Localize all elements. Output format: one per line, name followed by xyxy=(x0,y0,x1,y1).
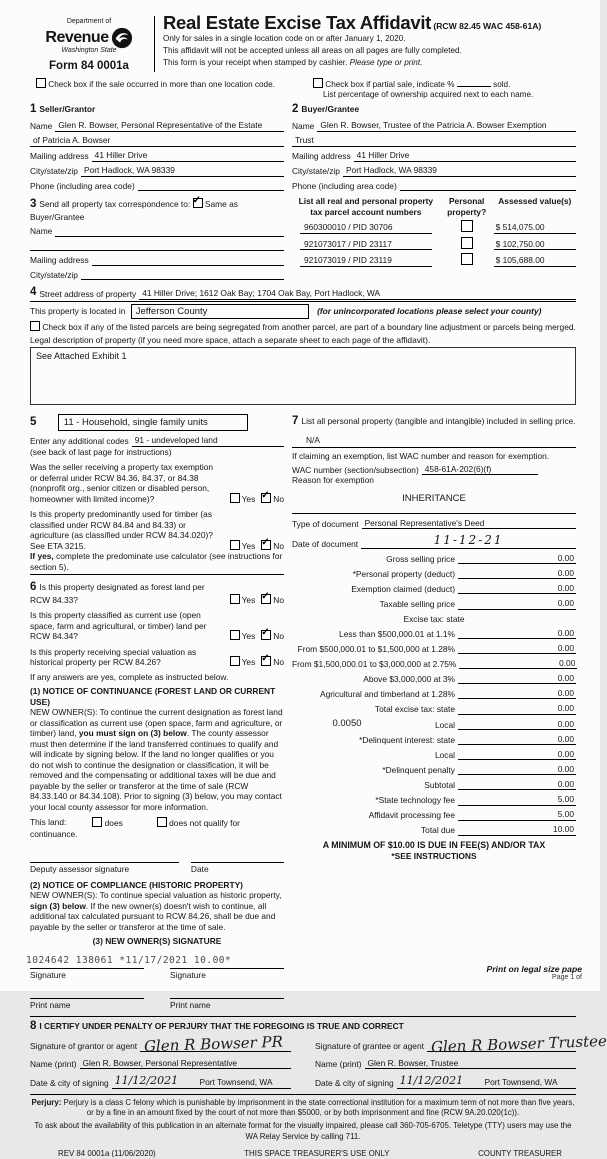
wac-number-field[interactable]: 458-61A-202(6)(f) xyxy=(422,464,538,476)
this-land-row: This land: does does not qualify for xyxy=(30,817,240,829)
grantor-city-field[interactable]: Port Townsend, WA xyxy=(181,1077,291,1089)
grantee-signature-label: Signature of grantee or agent xyxy=(315,1041,424,1051)
logo-state: Washington State xyxy=(61,46,117,54)
money-label: *Delinquent penalty xyxy=(382,764,455,775)
treasurer-space-label: THIS SPACE TREASURER'S USE ONLY xyxy=(244,1148,390,1158)
personal-property-checkbox[interactable] xyxy=(461,237,473,249)
rcw-reference: (RCW 82.45 WAC 458-61A) xyxy=(433,21,542,31)
form-header xyxy=(30,12,576,73)
wac-number-label: WAC number (section/subsection) xyxy=(292,464,419,475)
reet-affidavit-form: Department of Revenue Washington State Form 84 0001a Real Estate Excise Tax Affidavit (RCW 82.45 WAC 458-61A) Only for sales in a single location code on or after January 1, 2020. This affidavit will not be accepted unless all areas on all pages are fully completed. This form is your receipt when stamped by cashier. Please type or print. Check box if the sale occurred in more than one location code. Check box if partial sale, indicate % sold. List percentage of ownership acquired next to each name. 1 Seller/Grantor Name Glen R. Bowser, Personal Representative of the Estate of Patricia A. Bowser Mailing address 41 Hiller Drive City/state/zip Port Hadlock, WA 98339 Phone (including area code) 3 Send all property tax correspondence to: ✓ Same as Buyer/Grantee Name Mailing address City/state/zip 2 Buyer/Grantee Name Glen R. Bowser, Trustee of the Patricia A. Bowser Exemption Trust Mailing address 41 Hiller Drive City/state/zip Port Hadlock, WA 98339 Phone (including area code) List all real and personal property tax parcel account numbers Personal property? Assessed value(s) 960300010 / PID 30706 $ 514,075.00 921073017 / PID 23117 $ 102,750.00 921073019 / PID 23119 $ 105,688.00 4 Street address of property 41 Hiller Drive; 1612 Oak Bay; 1704 Oak Bay, Port Hadlock, WA This property is located in Jefferson County (for unincorporated locations please select your county) Check box if any of the listed parcels are being segregated from another parcel, are part of a boundary line adjustment or parcels being merged. Legal description of property (if you need more space, attach a separate sheet to each page of the affidavit). See Attached Exhibit 1 5 11 - Household, single family units Enter any additional codes 91 - undeveloped land (see back of last page for instructions) Was the seller receiving a property tax exemption or deferral under RCW 84.36, 84.37, or 84.38 (nonprofit org., senior citizen or disabled person, homeowner with limited income)? Yes ✓ No Is this property predominantly used for timber (as classified under RCW 84.84 and 84.33) or agriculture (as classified under RCW 84.34.020)? See ETA 3215. Yes ✓ No If yes, complete the predominate use calculator (see instructions for section 5). 6 Is this property designated as forest land per RCW 84.33? Yes ✓ No Is this property classified as current use (open space, farm and agricultural, or timber) land per RCW 84.34? Yes ✓ No Is this property receiving special valuation as historical property per RCW 84.26? Yes ✓ No If any answers are yes, complete as instructed below. (1) NOTICE OF CONTINUANCE (FOREST LAND OR CURRENT USE) NEW OWNER(S): To continue the current designation as forest land or classification as current use (open space, farm and agriculture, or timber) land, you must sign on (3) below. The county assessor must then determine if the land transferred continues to qualify and will indicate by signing below. If the land no longer qualifies or you do not wish to continue the designation or classification, it will be removed and the compensating or additional taxes will be due and payable by the seller or transferor at the time of sale (RCW 84.33.140 or 84.34.108). Prior to signing (3) below, you may contact your local county assessor for more information. This land: does does not qualify for continuance. Deputy assessor signature Date (2) NOTICE OF COMPLIANCE (HISTORIC PROPERTY) NEW OWNER(S): To continue special valuation as historic property, sign (3) below. If the new owner(s) doesn't wish to continue, all additional tax calculated pursuant to RCW 84.26, shall be due and payable by the seller or transferor at the time of sale. (3) NEW OWNER(S) SIGNATURE Signature Signature Print name Print name 7 List all personal property (tangible and intangible) included in selling price. N/A If claiming an exemption, list WAC number and reason for exemption. WAC number (section/subsection) 458-61A-202(6)(f) Reason for exemption INHERITANCE Type of document Personal Representative's Deed Date of document 11-12-21 Gross selling price 0.00 *Personal property (deduct) 0.00 Exemption claimed (deduct) 0.00 Taxable selling price 0.00 Excise tax: state Less than $500,000.01 at 1.1% 0.00 From $500,000.01 to $1,500,000 at 1.28% 0.00 From $1,500,000.01 to $3,000,000 at 2.75% 0.00 Above $3,000,000 at 3% 0.00 Agricultural and timberland at 1.28% 0.00 Total excise tax: state 0.00 0.0050 Local 0.00 *Delinquent interest: state 0.00 Local 0.00 *Delinquent penalty 0.00 Subtotal 0.00 *State technology fee 5.00 Affidavit processing fee 5.00 Total due 10.00 A MINIMUM OF $10.00 IS DUE IN FEE(S) AND/OR TAX *SEE INSTRUCTIONS 8 I CERTIFY UNDER PENALTY OF PERJURY THAT THE FOREGOING IS TRUE AND CORRECT Signature of grantor or agent Glen R Bowser PR Name (print) Glen R. Bowser, Personal Representative Date & city of signing 11/12/2021 Port Townsend, WA Signature of grantee or agent Glen R Bowser Trustee Name (print) Glen R. Bowser, Trustee Date & city of signing 11/12/2021 Port Townsend, WA Perjury: Perjury is a class C felony which is punishable by imprisonment in the state correctional institution for a maximum term of not more than five years, or by a fine in an amount fixed by the court of not more than $5000, or by both imprisonment and fine (RCW 9A.20.020(1c)). To ask about the availability of this publication in an alternate format for the visually impaired, please call 360-705-6705. Teletype (TTY) users may use the WA Relay Service by calling 711. REV 84 0001a (11/06/2020) THIS SPACE TREASURER'S USE ONLY COUNTY TREASURER 1024642 138061 *11/17/2021 10.00* Print on legal size pape Page 1 of xyxy=(0,0,600,991)
this-land-label: This land: xyxy=(30,817,67,828)
land-use-code-select[interactable]: 11 - Household, single family units xyxy=(58,414,248,431)
reason-line xyxy=(292,513,576,514)
seller-phone-label: Phone (including area code) xyxy=(30,180,135,191)
money-value[interactable]: 0.00 xyxy=(532,673,576,685)
timber-agriculture-question: Is this property predominantly used for timber (as classified under RCW 84.84 and 84.33) or agriculture (as classified under RCW 84.34.020)? See ETA 3215. xyxy=(30,509,213,551)
money-label: Exemption claimed (deduct) xyxy=(351,583,455,594)
money-value[interactable]: 0.00 xyxy=(532,628,576,640)
same-as-buyer-checkbox[interactable] xyxy=(193,198,203,208)
segregated-label: Check box if any of the listed parcels are being segregated from another parcel, are part of a boundary line adjustment or parcels being merged. xyxy=(42,322,576,333)
grantor-signature-label: Signature of grantor or agent xyxy=(30,1041,138,1051)
money-label: From $1,500,000.01 to $3,000,000 at 2.75% xyxy=(292,658,457,669)
owner2-print-name-label: Print name xyxy=(170,1000,211,1011)
grantee-date-field[interactable]: 11/12/2021 xyxy=(397,1074,466,1089)
personal-property-field[interactable]: N/A xyxy=(306,434,320,445)
owner2-signature-label: Signature xyxy=(170,969,206,980)
exemption-deferral-question: Was the seller receiving a property tax exemption or deferral under RCW 84.36, 84.37, or 84.38 (nonprofit org., senior citizen or disabled person, homeowner with limited income)? xyxy=(30,462,214,504)
money-label: Total due xyxy=(421,825,455,836)
seller-name-label: Name xyxy=(30,121,53,132)
corr-city-field[interactable] xyxy=(81,269,284,280)
rev-form-id: REV 84 0001a (11/06/2020) xyxy=(58,1148,156,1158)
parcel-row xyxy=(292,253,576,267)
grantee-signature-field[interactable] xyxy=(427,1031,607,1056)
street-address-field[interactable]: 41 Hiller Drive; 1612 Oak Bay; 1704 Oak Bay, Port Hadlock, WA xyxy=(139,288,576,300)
logo-dept-of: Department of xyxy=(66,18,112,25)
doc-date-field[interactable]: 11-12-21 xyxy=(361,533,576,549)
personal-property-line xyxy=(292,447,576,448)
buyer-mailing-label: Mailing address xyxy=(292,151,351,162)
money-label: Total excise tax: state xyxy=(374,704,455,715)
new-owner-signature-title: (3) NEW OWNER(S) SIGNATURE xyxy=(92,936,222,947)
parcel-number-field[interactable]: 960300010 / PID 30706 xyxy=(300,222,432,234)
section1-heading: 1 Seller/Grantor xyxy=(30,103,96,116)
personal-property-checkbox[interactable] xyxy=(461,220,473,232)
perjury-statement: Perjury: Perjury is a class C felony which is punishable by imprisonment in the state correctional institution for a maximum term of not more than five years, or by a fine in an amount fixed by the court of not more than $5000, or by both imprisonment and fine (RCW 9A.20.020(1c)). xyxy=(31,1097,575,1118)
parcel-row xyxy=(292,237,576,251)
located-in-label: This property is located in xyxy=(30,305,126,316)
money-value[interactable]: 0.00 xyxy=(532,719,576,731)
money-label: Subtotal xyxy=(424,779,455,790)
subtitle-line2: This affidavit will not be accepted unless all areas on all pages are fully completed. xyxy=(163,45,462,55)
q6b-no-checkbox[interactable] xyxy=(261,630,271,640)
owner2-print-name-field[interactable] xyxy=(170,987,284,999)
alt-format-statement: To ask about the availability of this publication in an alternate format for the visually impaired, please call 360-705-6705. Teletype (TTY) users may use the WA Relay Service by calling 711. xyxy=(34,1121,572,1141)
multi-location-row xyxy=(30,78,299,101)
grantee-name-field[interactable]: Glen R. Bowser, Trustee xyxy=(365,1058,576,1070)
parcel-col-header: List all real and personal property tax parcel account numbers xyxy=(298,196,434,217)
doc-type-label: Type of document xyxy=(292,518,359,529)
logo-revenue: Revenue xyxy=(45,28,109,46)
money-label: Gross selling price xyxy=(386,553,455,564)
section5-number: 5 xyxy=(30,416,37,429)
parcel-row xyxy=(292,220,576,234)
certify-heading: 8 I CERTIFY UNDER PENALTY OF PERJURY THAT THE FOREGOING IS TRUE AND CORRECT xyxy=(30,1019,404,1032)
seller-city-label: City/state/zip xyxy=(30,166,78,177)
notice-compliance-text: NEW OWNER(S): To continue special valuation as historic property, sign (3) below. If the new owner(s) doesn't wish to continue, all additional tax calculated pursuant to RCW 84.26, shall be due and payable by the seller or transferor at the time of sale. xyxy=(30,890,282,932)
county-select[interactable]: Jefferson County xyxy=(131,304,309,320)
minimum-due-note: A MINIMUM OF $10.00 IS DUE IN FEE(S) AND/OR TAX xyxy=(322,839,546,850)
money-value[interactable]: 0.00 xyxy=(532,568,576,580)
grantor-name-field[interactable]: Glen R. Bowser, Personal Representative xyxy=(80,1058,291,1070)
legal-description-field[interactable]: See Attached Exhibit 1 xyxy=(30,347,576,405)
money-label: Above $3,000,000 at 3% xyxy=(363,673,455,684)
money-value[interactable]: 0.00 xyxy=(532,643,576,655)
money-label: Affidavit processing fee xyxy=(368,810,455,821)
money-label: Less than $500,000.01 at 1.1% xyxy=(339,628,455,639)
grantee-date-label: Date & city of signing xyxy=(315,1078,394,1089)
assessed-value-field[interactable]: $ 105,688.00 xyxy=(494,255,576,267)
dor-swirl-icon xyxy=(111,27,133,49)
see-instructions-note: *SEE INSTRUCTIONS xyxy=(391,850,477,861)
seller-city-field[interactable]: Port Hadlock, WA 98339 xyxy=(81,165,284,177)
parcel-number-field[interactable]: 921073017 / PID 23117 xyxy=(300,239,432,251)
corr-name-label: Name xyxy=(30,226,53,237)
grantee-signature: Glen R Bowser Trustee xyxy=(430,1031,607,1056)
continuance-label: continuance. xyxy=(30,828,78,839)
county-treasurer-label: COUNTY TREASURER xyxy=(478,1148,562,1158)
if-yes-note: If any answers are yes, complete as instructed below. xyxy=(30,671,229,682)
parcel-table-header xyxy=(292,196,576,217)
owner1-signature-label: Signature xyxy=(30,969,66,980)
reason-exemption-label: Reason for exemption xyxy=(292,475,374,486)
deputy-date-label: Date xyxy=(190,864,209,875)
money-value[interactable]: 0.00 xyxy=(532,583,576,595)
corr-name-field[interactable] xyxy=(55,226,284,237)
buyer-name-label: Name xyxy=(292,121,315,132)
grantor-signature-field[interactable] xyxy=(140,1032,291,1056)
seller-mailing-field[interactable]: 41 Hiller Drive xyxy=(92,150,284,162)
partial-sale-label: Check box if partial sale, indicate % xyxy=(325,79,455,89)
cashier-stamp: 1024642 138061 *11/17/2021 10.00* xyxy=(26,955,232,967)
street-address-label: Street address of property xyxy=(39,289,137,299)
legal-description-label: Legal description of property (if you need more space, attach a separate sheet to each page of the affidavit). xyxy=(30,334,431,345)
money-value[interactable]: 0.00 xyxy=(533,658,577,670)
q6a-no-checkbox[interactable] xyxy=(261,594,271,604)
section2-heading: 2 Buyer/Grantee xyxy=(292,103,360,116)
doc-type-field[interactable]: Personal Representative's Deed xyxy=(362,518,576,530)
doc-date-label: Date of document xyxy=(292,538,359,549)
predominate-use-note: If yes, complete the predominate use calculator (see instructions for section 5). xyxy=(30,551,284,575)
reason-exemption-field[interactable]: INHERITANCE xyxy=(402,492,466,504)
current-use-question: Is this property classified as current use (open space, farm and agricultural, or timber) land per RCW 84.34? xyxy=(30,610,207,642)
seller-mailing-label: Mailing address xyxy=(30,151,89,162)
seller-name-field-line2[interactable]: of Patricia A. Bowser xyxy=(30,135,284,147)
corr-mailing-label: Mailing address xyxy=(30,255,89,266)
grantor-name-label: Name (print) xyxy=(30,1058,77,1069)
money-value[interactable]: 0.00 xyxy=(532,688,576,700)
notice-continuance-title: (1) NOTICE OF CONTINUANCE (FOREST LAND OR CURRENT USE) xyxy=(30,686,276,707)
segregated-row xyxy=(30,321,576,333)
exemption-note: If claiming an exemption, list WAC number and reason for exemption. xyxy=(292,451,550,462)
money-value[interactable]: 10.00 xyxy=(532,824,576,836)
land-does-not-checkbox[interactable] xyxy=(157,817,167,827)
assessed-value-field[interactable]: $ 102,750.00 xyxy=(494,239,576,251)
grantor-signature: Glen R Bowser PR xyxy=(143,1032,284,1056)
money-label: Local xyxy=(434,749,455,760)
q6c-no-checkbox[interactable] xyxy=(261,656,271,666)
excise-tax-state-header: Excise tax: state xyxy=(403,613,465,624)
buyer-phone-field[interactable] xyxy=(400,180,576,191)
q6c-yes-checkbox[interactable] xyxy=(230,656,240,666)
money-label: Local xyxy=(434,719,455,730)
money-value[interactable]: 5.00 xyxy=(532,794,576,806)
grantee-name-label: Name (print) xyxy=(315,1058,362,1069)
grantee-city-field[interactable]: Port Townsend, WA xyxy=(466,1077,576,1089)
money-value[interactable]: 0.00 xyxy=(532,734,576,746)
section4-number: 4 xyxy=(30,286,37,299)
q5b-no-checkbox[interactable] xyxy=(261,540,271,550)
ownership-note: List percentage of ownership acquired next to each name. xyxy=(323,90,534,100)
buyer-name-field-line2[interactable]: Trust xyxy=(292,135,576,147)
dor-logo-block xyxy=(30,12,148,73)
grantor-date-label: Date & city of signing xyxy=(30,1078,109,1089)
section7-heading: 7 List all personal property (tangible and intangible) included in selling price. xyxy=(292,415,576,428)
owner1-print-name-label: Print name xyxy=(30,1000,71,1011)
q6a-yes-checkbox[interactable] xyxy=(230,594,240,604)
money-value[interactable]: 0.00 xyxy=(532,598,576,610)
corr-name-field-line2[interactable] xyxy=(30,240,284,251)
section3-heading: 3 Send all property tax correspondence to: ✓ Same as Buyer/Grantee xyxy=(30,197,284,222)
buyer-city-field[interactable]: Port Hadlock, WA 98339 xyxy=(343,165,576,177)
buyer-city-label: City/state/zip xyxy=(292,166,340,177)
owner1-print-name-field[interactable] xyxy=(30,987,144,999)
money-value[interactable]: 0.00 xyxy=(532,703,576,715)
page-number: Page 1 of xyxy=(552,974,582,982)
parcel-number-field[interactable]: 921073019 / PID 23119 xyxy=(300,255,432,267)
q6b-yes-checkbox[interactable] xyxy=(230,630,240,640)
multi-location-label: Check box if the sale occurred in more than one location code. xyxy=(48,79,275,89)
money-label: Taxable selling price xyxy=(379,599,455,609)
money-value[interactable]: 0.00 xyxy=(532,553,576,565)
deputy-signature-label: Deputy assessor signature xyxy=(30,864,130,875)
form-title: Real Estate Excise Tax Affidavit xyxy=(163,12,432,33)
subtitle-line3: This form is your receipt when stamped by cashier. Please type or print. xyxy=(163,57,423,67)
q5b-yes-checkbox[interactable] xyxy=(230,540,240,550)
additional-codes-label: Enter any additional codes xyxy=(30,436,129,447)
subtitle-line1: Only for sales in a single location code on or after January 1, 2020. xyxy=(163,34,406,43)
local-rate-field[interactable]: 0.0050 xyxy=(332,718,362,730)
print-size-note: Print on legal size pape xyxy=(486,963,582,974)
money-label: From $500,000.01 to $1,500,000 at 1.28% xyxy=(297,643,455,654)
money-value[interactable]: 5.00 xyxy=(532,809,576,821)
money-value[interactable]: 0.00 xyxy=(532,764,576,776)
money-label: Agricultural and timberland at 1.28% xyxy=(319,688,455,699)
notice-continuance-text: NEW OWNER(S): To continue the current designation as forest land or classification as current use (open space, farm and agriculture, or timber) land, you must sign on (3) below. The county assessor must then determine if the land transferred continues to qualify and will indicate by signing below. If the land no longer qualifies or you do not wish to continue the designation or classification, it will be removed and the compensating or additional taxes will be due and payable by the seller or transferor at the time of sale (RCW 84.33.140 or 84.34.108). Prior to signing (3) below, you may contact your local county assessor for more information. xyxy=(30,707,283,812)
forest-land-question: 6 Is this property designated as forest land per RCW 84.33? xyxy=(30,581,205,605)
form-number: Form 84 0001a xyxy=(49,59,129,72)
segregated-checkbox[interactable] xyxy=(30,321,40,331)
money-value[interactable]: 0.00 xyxy=(532,779,576,791)
historical-property-question: Is this property receiving special valuation as historical property per RCW 84.26? xyxy=(30,646,197,668)
same-as-buyer-label: Same as Buyer/Grantee xyxy=(30,199,238,222)
buyer-phone-label: Phone (including area code) xyxy=(292,180,397,191)
assessed-value-col-header: Assessed value(s) xyxy=(498,196,572,207)
money-label: *Delinquent interest: state xyxy=(359,734,455,745)
money-value[interactable]: 0.00 xyxy=(532,749,576,761)
buyer-mailing-field[interactable]: 41 Hiller Drive xyxy=(354,150,576,162)
additional-codes-field[interactable]: 91 - undeveloped land xyxy=(132,435,284,447)
q5a-no-checkbox[interactable] xyxy=(261,493,271,503)
partial-sale-percent-field[interactable] xyxy=(457,78,491,87)
money-label: *Personal property (deduct) xyxy=(352,568,455,579)
personal-property-checkbox[interactable] xyxy=(461,253,473,265)
codes-instructions-note: (see back of last page for instructions) xyxy=(30,446,172,457)
header-divider xyxy=(154,16,155,72)
personal-property-col-header: Personal property? xyxy=(447,196,487,217)
partial-sale-row xyxy=(299,78,576,101)
deputy-signature-field[interactable] xyxy=(30,851,179,863)
seller-name-field[interactable]: Glen R. Bowser, Personal Representative of the Estate xyxy=(55,120,284,132)
corr-mailing-field[interactable] xyxy=(92,255,284,266)
grantor-date-field[interactable]: 11/12/2021 xyxy=(112,1074,181,1089)
q5a-yes-checkbox[interactable] xyxy=(230,493,240,503)
notice-compliance-title: (2) NOTICE OF COMPLIANCE (HISTORIC PROPERTY) xyxy=(30,879,243,890)
land-does-checkbox[interactable] xyxy=(92,817,102,827)
assessed-value-field[interactable]: $ 514,075.00 xyxy=(494,222,576,234)
partial-sale-checkbox[interactable] xyxy=(313,78,323,88)
seller-phone-field[interactable] xyxy=(138,180,284,191)
corr-city-label: City/state/zip xyxy=(30,269,78,280)
multi-location-checkbox[interactable] xyxy=(36,78,46,88)
deputy-date-field[interactable] xyxy=(191,851,284,863)
buyer-name-field[interactable]: Glen R. Bowser, Trustee of the Patricia A. Bowser Exemption xyxy=(317,120,576,132)
money-label: *State technology fee xyxy=(375,795,455,805)
county-note: (for unincorporated locations please select your county) xyxy=(317,305,542,316)
partial-sale-sold-label: sold. xyxy=(493,79,511,89)
